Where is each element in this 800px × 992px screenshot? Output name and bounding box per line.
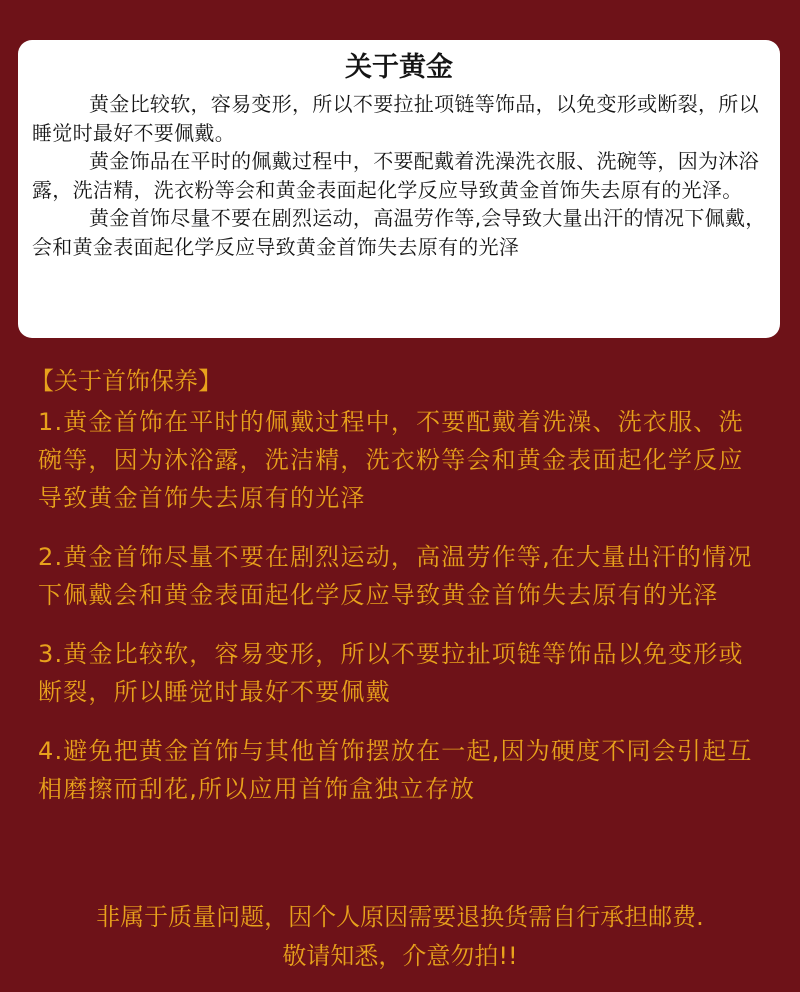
card-title: 关于黄金 xyxy=(345,52,453,83)
care-item: 2.黄金首饰尽量不要在剧烈运动，高温劳作等,在大量出汗的情况下佩戴会和黄金表面起化学反应导致黄金首饰失去原有的光泽 xyxy=(38,543,753,609)
care-item: 4.避免把黄金首饰与其他首饰摆放在一起,因为硬度不同会引起互相磨擦而刮花,所以应用首饰盒独立存放 xyxy=(38,737,753,803)
return-notice xyxy=(0,898,800,976)
about-gold-card xyxy=(18,40,780,338)
notice-line: 敬请知悉，介意勿拍!! xyxy=(282,942,518,970)
jewelry-care-section xyxy=(30,363,768,829)
card-paragraph: 黄金饰品在平时的佩戴过程中，不要配戴着洗澡洗衣服、洗碗等，因为沐浴露，洗洁精，洗衣粉等会和黄金表面起化学反应导致黄金首饰失去原有的光泽。 xyxy=(32,149,759,202)
care-item: 1.黄金首饰在平时的佩戴过程中，不要配戴着洗澡、洗衣服、洗碗等，因为沐浴露，洗洁精，洗衣粉等会和黄金表面起化学反应导致黄金首饰失去原有的光泽 xyxy=(38,408,744,512)
care-item: 3.黄金比较软，容易变形，所以不要拉扯项链等饰品以免变形或断裂，所以睡觉时最好不要佩戴 xyxy=(38,640,744,706)
care-heading: 【关于首饰保养】 xyxy=(30,367,222,395)
notice-line: 非属于质量问题，因个人原因需要退换货需自行承担邮费. xyxy=(96,903,704,931)
card-paragraph: 黄金比较软，容易变形，所以不要拉扯项链等饰品，以免变形或断裂，所以睡觉时最好不要佩戴。 xyxy=(32,92,759,145)
card-paragraph: 黄金首饰尽量不要在剧烈运动，高温劳作等,会导致大量出汗的情况下佩戴，会和黄金表面起化学反应导致黄金首饰失去原有的光泽 xyxy=(32,206,766,259)
